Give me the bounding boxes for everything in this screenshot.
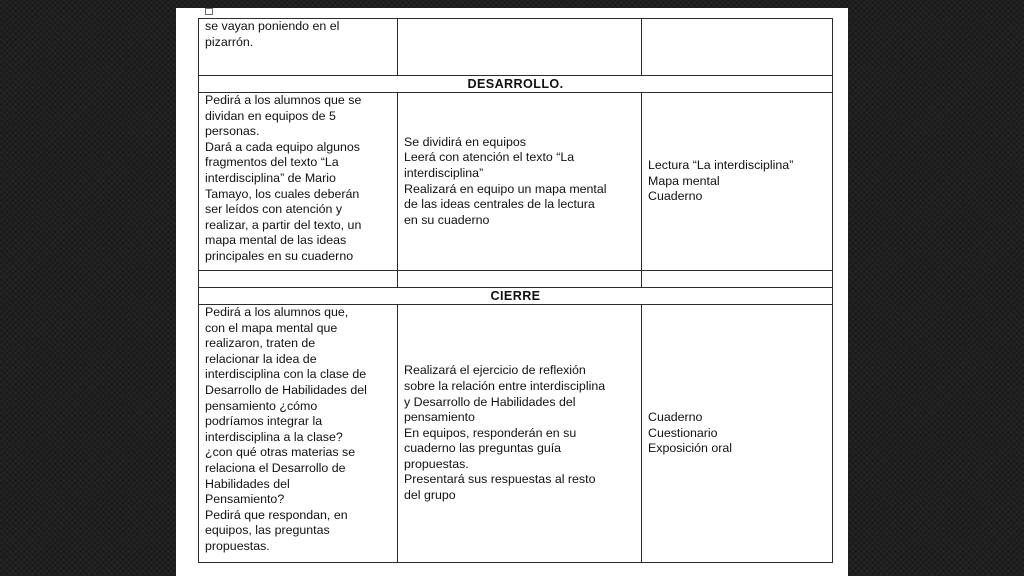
cierre-teacher-activities xyxy=(199,305,398,563)
text-line: En equipos, responderán en su xyxy=(404,425,577,440)
empty-cell xyxy=(642,271,833,288)
text-line: Realizará en equipo un mapa mental xyxy=(404,181,607,196)
text-line: interdisciplina a la clase? xyxy=(205,429,343,444)
cierre-student-activities xyxy=(398,305,642,563)
text-line: Exposición oral xyxy=(648,441,733,456)
text-line: pizarrón. xyxy=(205,34,254,49)
table-row xyxy=(199,76,833,93)
top-row-resources xyxy=(642,19,833,76)
text-line: con el mapa mental que xyxy=(205,320,338,335)
text-line: relacionar la idea de xyxy=(205,351,317,366)
text-line: Cuaderno xyxy=(648,410,703,425)
text-line: Presentará sus respuestas al resto xyxy=(404,472,596,487)
text-line: pensamiento xyxy=(404,410,475,425)
top-row-student-activities xyxy=(398,19,642,76)
table-row xyxy=(199,93,833,271)
document-page xyxy=(176,8,848,576)
table-row xyxy=(199,305,833,563)
table-row xyxy=(199,271,833,288)
text-line: ser leídos con atención y xyxy=(205,202,343,217)
text-line: personas. xyxy=(205,124,260,139)
text-line: de las ideas centrales de la lectura xyxy=(404,197,595,212)
text-line: Lectura “La interdisciplina” xyxy=(648,158,794,173)
text-line: mapa mental de las ideas xyxy=(205,233,347,248)
desarrollo-resources xyxy=(642,93,833,271)
empty-cell xyxy=(398,271,642,288)
text-line: dividan en equipos de 5 xyxy=(205,108,336,123)
text-line: podríamos integrar la xyxy=(205,414,323,429)
top-row-teacher-activities xyxy=(199,19,398,76)
text-line: cuaderno las preguntas guía xyxy=(404,441,562,456)
text-line: Se dividirá en equipos xyxy=(404,134,526,149)
text-line: ¿con qué otras materias se xyxy=(205,445,356,460)
text-line: Cuaderno xyxy=(648,189,703,204)
table-move-handle-icon[interactable] xyxy=(205,8,213,15)
text-line: realizar, a partir del texto, un xyxy=(205,217,362,232)
text-line: se vayan poniendo en el xyxy=(205,19,340,33)
text-line: Pensamiento? xyxy=(205,492,285,507)
text-line: Mapa mental xyxy=(648,173,720,188)
text-line: sobre la relación entre interdisciplina xyxy=(404,378,606,393)
text-line: interdisciplina” de Mario xyxy=(205,170,336,185)
text-line: propuestas. xyxy=(205,538,270,553)
text-line: interdisciplina con la clase de xyxy=(205,367,367,382)
text-line: Habilidades del xyxy=(205,476,290,491)
text-line: equipos, las preguntas xyxy=(205,523,330,538)
text-line: en su cuaderno xyxy=(404,212,490,227)
text-line: Leerá con atención el texto “La xyxy=(404,150,575,165)
text-line: realizaron, traten de xyxy=(205,336,316,351)
desarrollo-student-activities xyxy=(398,93,642,271)
text-line: Tamayo, los cuales deberán xyxy=(205,186,360,201)
text-line: del grupo xyxy=(404,488,456,503)
section-title-cierre: CIERRE xyxy=(199,288,833,305)
text-line: pensamiento ¿cómo xyxy=(205,398,318,413)
text-line: Desarrollo de Habilidades del xyxy=(205,382,367,397)
lesson-plan-table xyxy=(198,18,833,563)
section-title-desarrollo: DESARROLLO. xyxy=(199,76,833,93)
text-line: relaciona el Desarrollo de xyxy=(205,460,346,475)
text-line: Pedirá que respondan, en xyxy=(205,507,348,522)
text-line: fragmentos del texto “La xyxy=(205,155,339,170)
text-line: interdisciplina” xyxy=(404,165,484,180)
cierre-resources xyxy=(642,305,833,563)
text-line: propuestas. xyxy=(404,456,469,471)
text-line: Realizará el ejercicio de reflexión xyxy=(404,363,586,378)
desarrollo-teacher-activities xyxy=(199,93,398,271)
empty-cell xyxy=(199,271,398,288)
text-line: y Desarrollo de Habilidades del xyxy=(404,394,576,409)
text-line: Dará a cada equipo algunos xyxy=(205,139,360,154)
text-line: Pedirá a los alumnos que se xyxy=(205,93,362,107)
text-line: Cuestionario xyxy=(648,425,718,440)
text-line: Pedirá a los alumnos que, xyxy=(205,305,349,319)
text-line: principales en su cuaderno xyxy=(205,248,354,263)
table-row xyxy=(199,288,833,305)
table-row xyxy=(199,19,833,76)
